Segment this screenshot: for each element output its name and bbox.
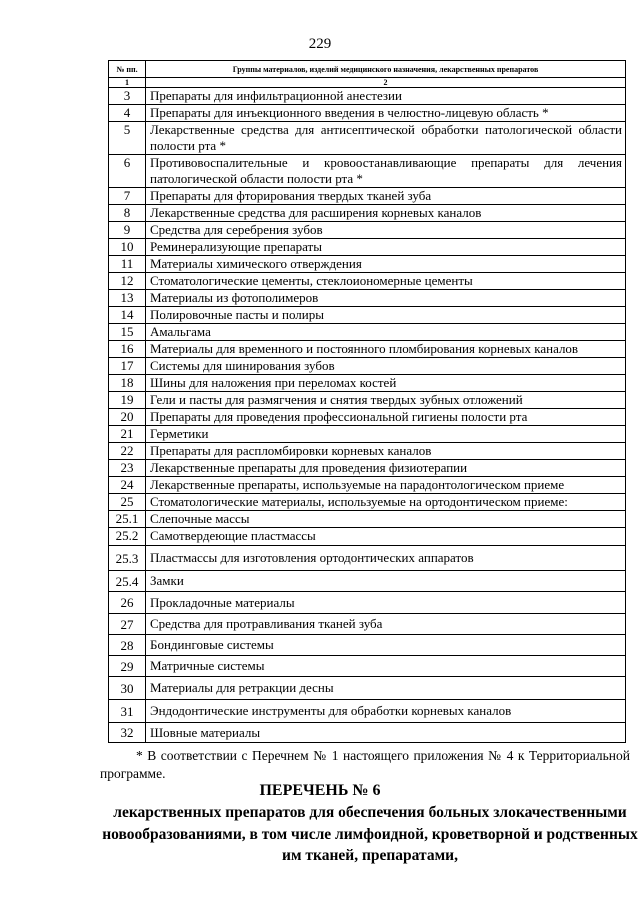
row-number: 25.2	[109, 528, 146, 546]
table-row	[109, 571, 626, 592]
row-number: 7	[109, 188, 146, 205]
table-row	[109, 307, 626, 324]
row-number: 24	[109, 477, 146, 494]
row-text: Шовные материалы	[146, 723, 626, 743]
row-number: 10	[109, 239, 146, 256]
table-row	[109, 528, 626, 546]
row-text: Материалы для временного и постоянного пломбирования корневых каналов	[146, 341, 626, 358]
table-row	[109, 409, 626, 426]
row-number: 25	[109, 494, 146, 511]
row-number: 12	[109, 273, 146, 290]
list-title: ПЕРЕЧЕНЬ № 6	[259, 782, 381, 799]
row-number: 21	[109, 426, 146, 443]
row-number: 25.3	[109, 546, 146, 571]
row-number: 16	[109, 341, 146, 358]
row-number: 19	[109, 392, 146, 409]
row-text: Лекарственные препараты, используемые на парадонтологическом приеме	[146, 477, 626, 494]
row-text: Стоматологические материалы, используемые на ортодонтическом приеме:	[146, 494, 626, 511]
row-number: 3	[109, 88, 146, 105]
row-number: 8	[109, 205, 146, 222]
row-number: 11	[109, 256, 146, 273]
row-number: 5	[109, 122, 146, 155]
table-row	[109, 375, 626, 392]
row-number: 15	[109, 324, 146, 341]
row-number: 6	[109, 155, 146, 188]
table-row	[109, 656, 626, 677]
row-number: 32	[109, 723, 146, 743]
header-number: № пп.	[109, 61, 146, 78]
table-row	[109, 494, 626, 511]
table-row	[109, 205, 626, 222]
table-row	[109, 358, 626, 375]
column-index-1: 1	[109, 78, 146, 88]
row-text: Средства для серебрения зубов	[146, 222, 626, 239]
row-number: 4	[109, 105, 146, 122]
table-row	[109, 324, 626, 341]
row-text: Пластмассы для изготовления ортодонтических аппаратов	[146, 546, 626, 571]
row-text: Материалы химического отверждения	[146, 256, 626, 273]
row-number: 18	[109, 375, 146, 392]
table-row	[109, 723, 626, 743]
table-row	[109, 341, 626, 358]
row-text: Замки	[146, 571, 626, 592]
table-row	[109, 256, 626, 273]
table-row	[109, 700, 626, 723]
row-text: Материалы для ретракции десны	[146, 677, 626, 700]
table-row	[109, 546, 626, 571]
row-text: Лекарственные препараты для проведения физиотерапии	[146, 460, 626, 477]
row-text: Амальгама	[146, 324, 626, 341]
list-subtitle: лекарственных препаратов для обеспечения больных злокачественными новообразованиями, в том числе лимфоидной, кроветворной и родственных им тканей, препаратами,	[102, 804, 638, 864]
row-text: Препараты для инфильтрационной анестезии	[146, 88, 626, 105]
page-number: 229	[308, 36, 332, 52]
row-number: 27	[109, 614, 146, 635]
row-text: Шины для наложения при переломах костей	[146, 375, 626, 392]
table-row	[109, 677, 626, 700]
table-row	[109, 614, 626, 635]
table-row	[109, 511, 626, 528]
table-row	[109, 477, 626, 494]
row-number: 23	[109, 460, 146, 477]
row-text: Лекарственные средства для антисептической обработки патологической области полости рта *	[146, 122, 626, 155]
row-text: Материалы из фотополимеров	[146, 290, 626, 307]
materials-table	[108, 60, 626, 743]
row-text: Средства для протравливания тканей зуба	[146, 614, 626, 635]
row-text: Лекарственные средства для расширения корневых каналов	[146, 205, 626, 222]
row-number: 25.1	[109, 511, 146, 528]
row-number: 29	[109, 656, 146, 677]
row-text: Гели и пасты для размягчения и снятия твердых зубных отложений	[146, 392, 626, 409]
row-text: Слепочные массы	[146, 511, 626, 528]
row-number: 30	[109, 677, 146, 700]
table-row	[109, 443, 626, 460]
row-text: Препараты для распломбировки корневых каналов	[146, 443, 626, 460]
table-row	[109, 290, 626, 307]
table-row	[109, 592, 626, 614]
row-number: 25.4	[109, 571, 146, 592]
row-text: Прокладочные материалы	[146, 592, 626, 614]
table-row	[109, 392, 626, 409]
row-text: Противовоспалительные и кровоостанавливающие препараты для лечения патологической области полости рта *	[146, 155, 626, 188]
row-number: 13	[109, 290, 146, 307]
table-row	[109, 273, 626, 290]
table-row	[109, 122, 626, 155]
row-text: Стоматологические цементы, стеклоиономерные цементы	[146, 273, 626, 290]
row-text: Полировочные пасты и полиры	[146, 307, 626, 324]
row-text: Самотвердеющие пластмассы	[146, 528, 626, 546]
table-header-row	[109, 61, 626, 78]
row-number: 26	[109, 592, 146, 614]
table-row	[109, 222, 626, 239]
table-row	[109, 105, 626, 122]
row-number: 22	[109, 443, 146, 460]
row-text: Матричные системы	[146, 656, 626, 677]
table-row	[109, 188, 626, 205]
row-number: 14	[109, 307, 146, 324]
table-row	[109, 88, 626, 105]
table-row	[109, 460, 626, 477]
table-row	[109, 155, 626, 188]
row-text: Препараты для инъекционного введения в челюстно-лицевую область *	[146, 105, 626, 122]
row-text: Системы для шинирования зубов	[146, 358, 626, 375]
row-text: Эндодонтические инструменты для обработки корневых каналов	[146, 700, 626, 723]
row-number: 17	[109, 358, 146, 375]
row-number: 31	[109, 700, 146, 723]
row-text: Герметики	[146, 426, 626, 443]
row-text: Реминерализующие препараты	[146, 239, 626, 256]
table-row	[109, 239, 626, 256]
row-text: Препараты для проведения профессиональной гигиены полости рта	[146, 409, 626, 426]
footnote: * В соответствии с Перечнем № 1 настоящего приложения № 4 к Территориальной программе.	[100, 748, 630, 781]
header-groups: Группы материалов, изделий медицинского назначения, лекарственных препаратов	[146, 61, 626, 78]
table-row	[109, 426, 626, 443]
row-number: 28	[109, 635, 146, 656]
column-index-row	[109, 78, 626, 88]
column-index-2: 2	[146, 78, 626, 88]
row-number: 9	[109, 222, 146, 239]
row-number: 20	[109, 409, 146, 426]
table-row	[109, 635, 626, 656]
row-text: Препараты для фторирования твердых тканей зуба	[146, 188, 626, 205]
row-text: Бондинговые системы	[146, 635, 626, 656]
